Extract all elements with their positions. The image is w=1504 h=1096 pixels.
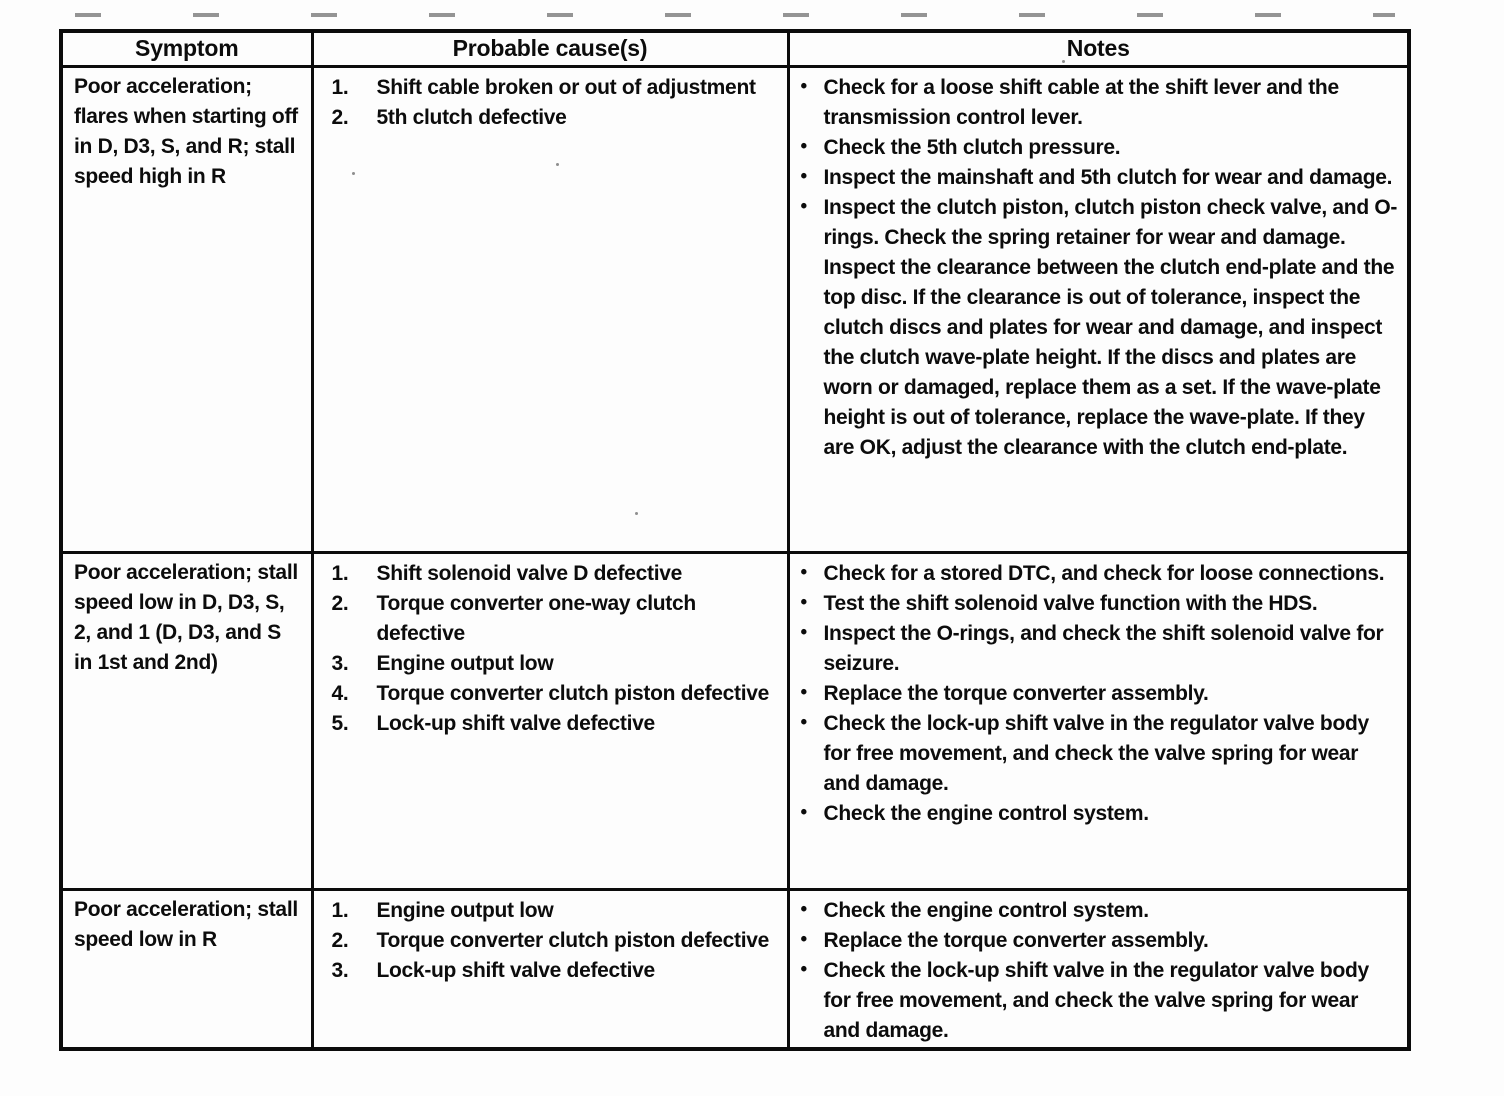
- probable-cause-cell: [312, 553, 788, 890]
- probable-cause-cell: [312, 67, 788, 553]
- column-header-notes: Notes: [788, 31, 1409, 67]
- note-item: • Check for a loose shift cable at the shift lever and the transmission control lever.: [791, 73, 1401, 133]
- column-header-probable-cause: Probable cause(s): [312, 31, 788, 67]
- cause-list: [315, 892, 786, 986]
- cause-item: 5th clutch defective: [376, 106, 567, 129]
- note-item: • Inspect the O-rings, and check the shift solenoid valve for seizure.: [791, 619, 1401, 679]
- cause-item: Lock-up shift valve defective: [376, 712, 655, 735]
- note-item: • Check for a stored DTC, and check for loose connections.: [791, 559, 1401, 589]
- column-header-symptom: Symptom: [61, 31, 312, 67]
- note-item: • Replace the torque converter assembly.: [791, 926, 1401, 956]
- notes-list: [791, 69, 1407, 463]
- note-item: • Check the lock-up shift valve in the regulator valve body for free movement, and check the valve spring for wear and damage.: [791, 709, 1401, 799]
- note-item: • Check the lock-up shift valve in the regulator valve body for free movement, and check the valve spring for wear and damage.: [791, 956, 1401, 1046]
- troubleshooting-table: [59, 29, 1411, 1051]
- symptom-cell: Poor acceleration; stall speed low in D, D3, S, 2, and 1 (D, D3, and S in 1st and 2nd): [61, 553, 312, 890]
- cause-item: Shift cable broken or out of adjustment: [376, 76, 756, 99]
- note-item: • Inspect the mainshaft and 5th clutch for wear and damage.: [791, 163, 1401, 193]
- cause-list: [315, 69, 786, 133]
- cause-item: Torque converter one-way clutch defective: [376, 592, 696, 645]
- table-row: [61, 890, 1409, 1050]
- symptom-cell: Poor acceleration; stall speed low in R: [61, 890, 312, 1050]
- cause-item: Lock-up shift valve defective: [376, 959, 655, 982]
- table-header-row: [61, 31, 1409, 67]
- table-row: [61, 67, 1409, 553]
- note-item: • Check the engine control system.: [791, 799, 1401, 829]
- notes-cell: [788, 553, 1409, 890]
- notes-list: [791, 892, 1407, 1046]
- note-item: • Test the shift solenoid valve function with the HDS.: [791, 589, 1401, 619]
- note-item: • Check the 5th clutch pressure.: [791, 133, 1401, 163]
- cause-item: Engine output low: [376, 899, 554, 922]
- probable-cause-cell: [312, 890, 788, 1050]
- note-item: • Inspect the clutch piston, clutch piston check valve, and O-rings. Check the spring retainer for wear and damage. Inspect the clearance between the clutch end-plate and the top disc. If the clearance is out of tolerance, inspect the clutch discs and plates for wear and damage, and inspect the clutch wave-plate height. If the discs and plates are worn or damaged, replace them as a set. If the wave-plate height is out of tolerance, replace the wave-plate. If they are OK, adjust the clearance with the clutch end-plate.: [791, 193, 1401, 463]
- cause-item: Engine output low: [376, 652, 554, 675]
- notes-cell: [788, 890, 1409, 1050]
- notes-list: [791, 555, 1407, 829]
- cause-item: Torque converter clutch piston defective: [376, 682, 770, 705]
- note-item: • Replace the torque converter assembly.: [791, 679, 1401, 709]
- scan-artifact: [75, 13, 1395, 17]
- symptom-cell: Poor acceleration; flares when starting off in D, D3, S, and R; stall speed high in R: [61, 67, 312, 553]
- cause-item: Shift solenoid valve D defective: [376, 562, 682, 585]
- table-row: [61, 553, 1409, 890]
- note-item: • Check the engine control system.: [791, 896, 1401, 926]
- cause-list: [315, 555, 786, 739]
- notes-cell: [788, 67, 1409, 553]
- cause-item: Torque converter clutch piston defective: [376, 929, 770, 952]
